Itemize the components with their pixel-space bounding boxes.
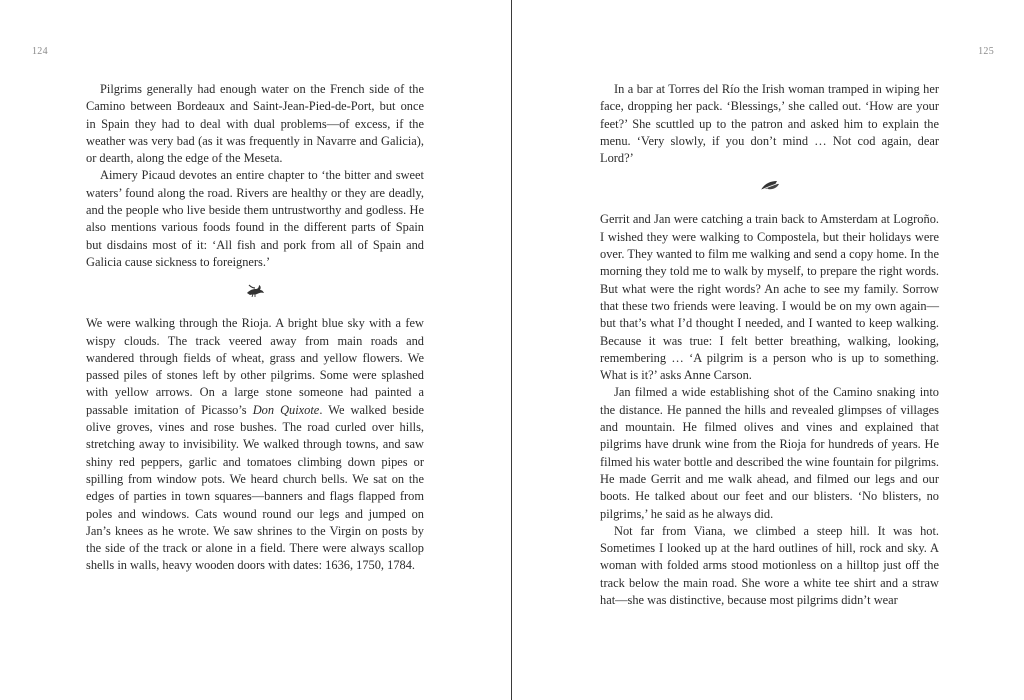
left-page-text: [86, 81, 424, 575]
text-run: . We walked beside olive groves, vines and rose bushes. The road curled over hills, stretching away to invisibility. We walked through towns, and saw shiny red peppers, garlic and tomatoes climbing down pipes or spilling from window pots. We heard church bells. We sat on the edges of parties in town squares—banners and flags flapped from poles and windows. Cats wound round our legs and jumped on Jan’s knees as he wrote. We saw shrines to the Virgin on posts by the side of the track or alone in a field. There were always scallop shells in walls, heavy wooden doors with dates: 1636, 1750, 1784.: [86, 402, 424, 573]
page-number-left: 124: [32, 46, 48, 57]
bird-ornament-icon: [86, 281, 424, 299]
page-number-right: 125: [978, 46, 994, 57]
right-page: [513, 0, 1024, 700]
gutter-divider: [511, 0, 512, 700]
paragraph: Jan filmed a wide establishing shot of the Camino snaking into the distance. He panned the hills and revealed glimpses of villages and mountain. He filmed olives and vines and explained that pilgrims have drunk wine from the Rioja for hundreds of years. He filmed his water bottle and described the wine fountain for pilgrims. He made Gerrit and me walk ahead, and filmed our legs and our boots. He talked about our feet and our blisters. ‘No blisters, no pilgrims,’ he said as he always did.: [600, 385, 939, 521]
paragraph: Aimery Picaud devotes an entire chapter to ‘the bitter and sweet waters’ found along the road. Rivers are healthy or they are deadly, and the people who live beside them untrustworthy and godless. He also mentions various foods found in the different parts of Spain but disdains most of it: ‘All fish and pork from all of Spain and Galicia cause sickness to foreigners.’: [86, 168, 424, 269]
book-title: Don Quixote: [252, 402, 320, 417]
leaf-ornament-icon: [600, 177, 939, 195]
paragraph: In a bar at Torres del Río the Irish woman tramped in wiping her face, dropping her pack. ‘Blessings,’ she called out. ‘How are your feet?’ She scuttled up to the patron and asked him to explain the menu. ‘Very slowly, if you don’t mind … Not cod again, dear Lord?’: [600, 82, 939, 166]
right-page-text: [600, 81, 939, 609]
paragraph: Not far from Viana, we climbed a steep hill. It was hot. Sometimes I looked up at the hard outlines of hill, rock and sky. A woman with folded arms stood motionless on a hilltop just off the track below the main road. She wore a white tee shirt and a straw hat—she was distinctive, because most pilgrims didn’t wear: [600, 523, 939, 608]
paragraph: Pilgrims generally had enough water on the French side of the Camino between Bordeaux and Saint-Jean-Pied-de-Port, but once in Spain they had to deal with dual problems—of excess, if the weather was very bad (as it was frequently in Navarre and Galicia), or dearth, along the edge of the Meseta.: [86, 82, 424, 166]
text-run: We were walking through the Rioja. A bright blue sky with a few wispy clouds. The track veered away from main roads and wandered through fields of wheat, grass and yellow flowers. We passed piles of stones left by other pilgrims. Some were splashed with yellow arrows. On a large stone someone had painted a passable imitation of Picasso’s: [86, 316, 424, 417]
paragraph: Gerrit and Jan were catching a train back to Amsterdam at Logroño. I wished they were walking to Compostela, but their holidays were over. They wanted to film me walking and send a copy home. In the morning they told me to walk by myself, to prepare the right words. But what were the right words? An ache to see my family. Sorrow that these two friends were leaving. I would be on my own again—but that’s what I’d thought I needed, and I wanted to keep walking. Because it was true: I felt better breathing, walking, looking, remembering … ‘A pilgrim is a person who is up to something. What is it?’ asks Anne Carson.: [600, 212, 939, 383]
paragraph: [86, 315, 424, 574]
